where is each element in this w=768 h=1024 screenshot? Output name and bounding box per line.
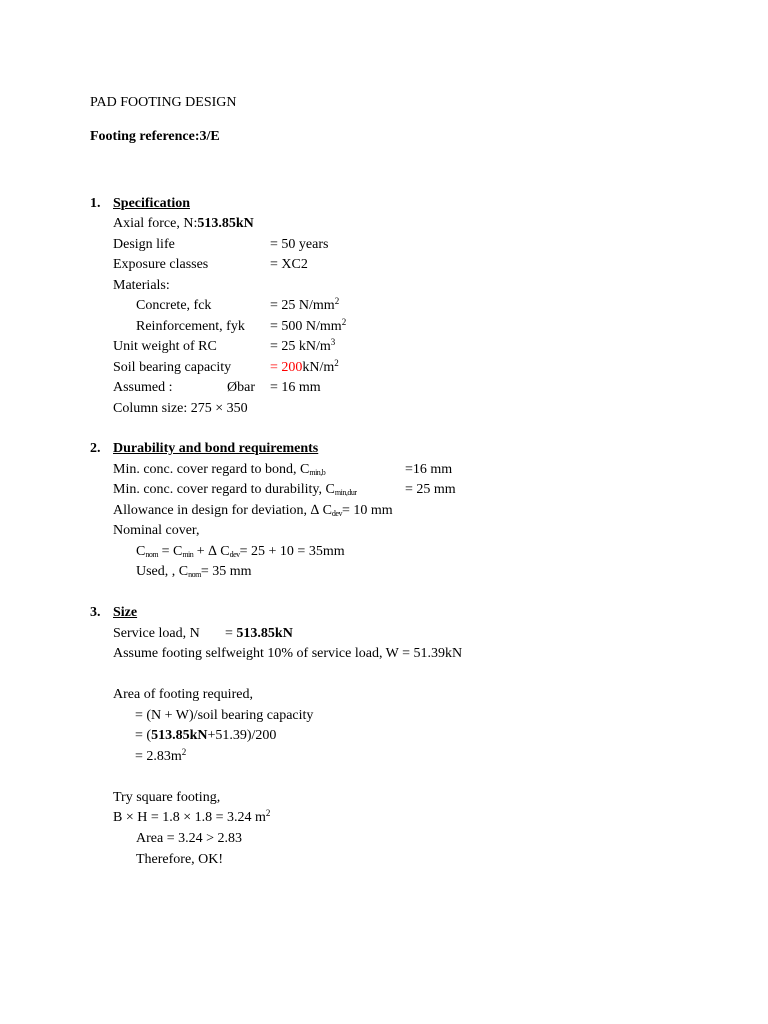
area-equation-1: = (N + W)/soil bearing capacity: [135, 708, 314, 723]
try-square-footing: Try square footing,: [113, 790, 221, 805]
unit-weight-label: Unit weight of RC: [113, 339, 217, 354]
reinforcement-value: = 500 $N/mm^2$: [270, 317, 347, 334]
exposure-label: Exposure classes: [113, 257, 209, 272]
concrete-label: Concrete, fck: [136, 298, 212, 313]
area-equation-2: = (513.85kN+51.39)/200: [135, 728, 277, 743]
nominal-cover-label: Nominal cover,: [113, 523, 200, 538]
concrete-value: = 25 $N/mm^2$: [270, 296, 340, 313]
section-number: 3.: [90, 605, 101, 620]
area-equation-3: = $2.83m^2$: [135, 747, 187, 764]
deviation-allowance: Allowance in design for deviation, ∆ $C_{dev}= 10$ mm: [113, 503, 393, 518]
cover-durability-label: Min. conc. cover regard to durability, $C_{min,dur}$: [113, 482, 357, 497]
exposure-value: = XC2: [270, 257, 308, 272]
unit-weight-value: = 25 $kN/m^3$: [270, 337, 336, 354]
axial-force: Axial force, N:513.85kN: [113, 216, 254, 231]
soil-bearing-value: = $200kN/m^2$: [270, 358, 339, 375]
area-comparison: Area = 3.24 > 2.83: [136, 831, 242, 846]
used-cover: Used, , $C_{nom}= 35$ mm: [136, 564, 252, 579]
cover-bond-value: =16 mm: [405, 462, 453, 477]
bar-diameter-label: Øbar: [227, 380, 255, 395]
nominal-cover-equation: $C_{nom} = C_{min}$ + ∆ $C_{dev}= 25 + 10 = 35mm$: [136, 544, 345, 559]
service-load-value: = 513.85kN: [225, 626, 293, 641]
design-life-label: Design life: [113, 237, 175, 252]
reinforcement-label: Reinforcement, fyk: [136, 319, 245, 334]
service-load-label: Service load, N: [113, 626, 200, 641]
design-life-value: = 50 years: [270, 237, 329, 252]
bar-diameter-value: = 16 mm: [270, 380, 321, 395]
cover-bond-label: Min. conc. cover regard to bond, $C_{min,b}$: [113, 462, 326, 477]
selfweight-assumption: Assume footing selfweight 10% of service load, W = 51.39kN: [113, 646, 463, 661]
cover-durability-value: = 25 mm: [405, 482, 456, 497]
area-required-label: Area of footing required,: [113, 687, 253, 702]
document-title: PAD FOOTING DESIGN: [90, 95, 237, 110]
column-size: Column size: 275 × 350: [113, 401, 248, 416]
section-heading: Specification: [113, 196, 190, 211]
assumed-label: Assumed :: [113, 380, 173, 395]
section-number: 1.: [90, 196, 101, 211]
soil-bearing-label: Soil bearing capacity: [113, 360, 232, 375]
footing-reference: Footing reference:3/E: [90, 129, 220, 144]
section-heading: Durability and bond requirements: [113, 441, 319, 456]
section-number: 2.: [90, 441, 101, 456]
materials-label: Materials:: [113, 278, 170, 293]
conclusion: Therefore, OK!: [136, 852, 224, 867]
section-heading: Size: [113, 605, 138, 620]
footing-dimensions: B × H = 1.8 × 1.8 = 3.24 $m^2$: [113, 808, 271, 825]
